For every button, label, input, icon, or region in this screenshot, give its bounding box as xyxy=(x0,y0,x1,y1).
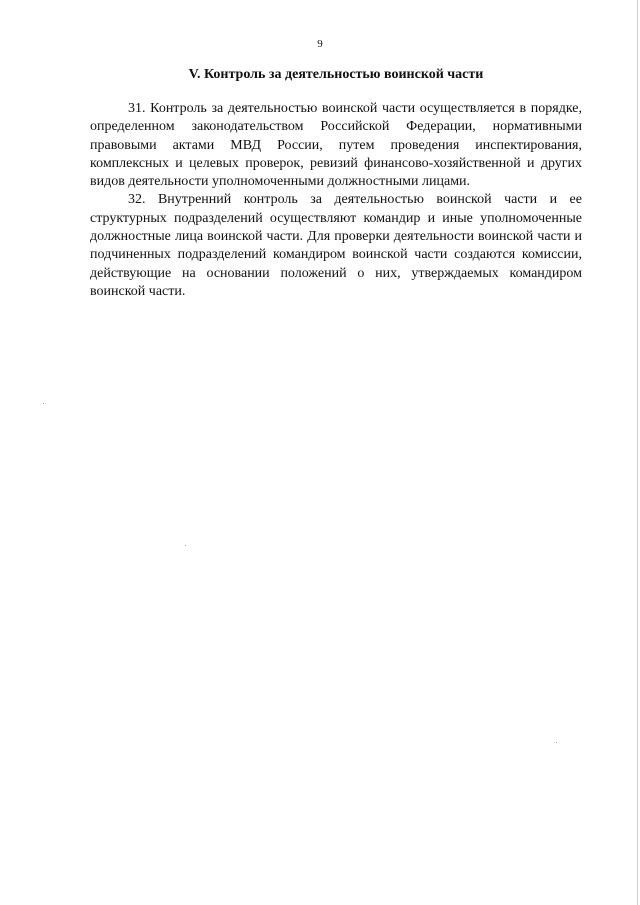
scan-edge-line xyxy=(637,0,638,905)
scan-artifact-dot xyxy=(556,742,557,743)
page-number: 9 xyxy=(317,38,323,50)
body-text xyxy=(90,100,582,301)
scan-artifact-dot xyxy=(185,545,186,546)
section-title: V. Контроль за деятельностью воинской части xyxy=(188,67,484,82)
scan-artifact-dot xyxy=(43,403,44,404)
paragraph-32: 32. Внутренний контроль за деятельностью воинской части и ее структурных подразделений осуществляют командир и иные уполномоченные должностные лица воинской части. Для проверки деятельности воинской части и подчиненных подразделений командиром воинской части создаются комиссии, действующие на основании положений о них, утверждаемых командиром воинской части. xyxy=(90,192,582,299)
paragraph-31: 31. Контроль за деятельностью воинской части осуществляется в порядке, определенном законодательством Российской Федерации, нормативными правовыми актами МВД России, путем проведения инспектирования, комплексных и целевых проверок, ревизий финансово-хозяйственной и других видов деятельности уполномоченными должностными лицами. xyxy=(90,101,582,190)
